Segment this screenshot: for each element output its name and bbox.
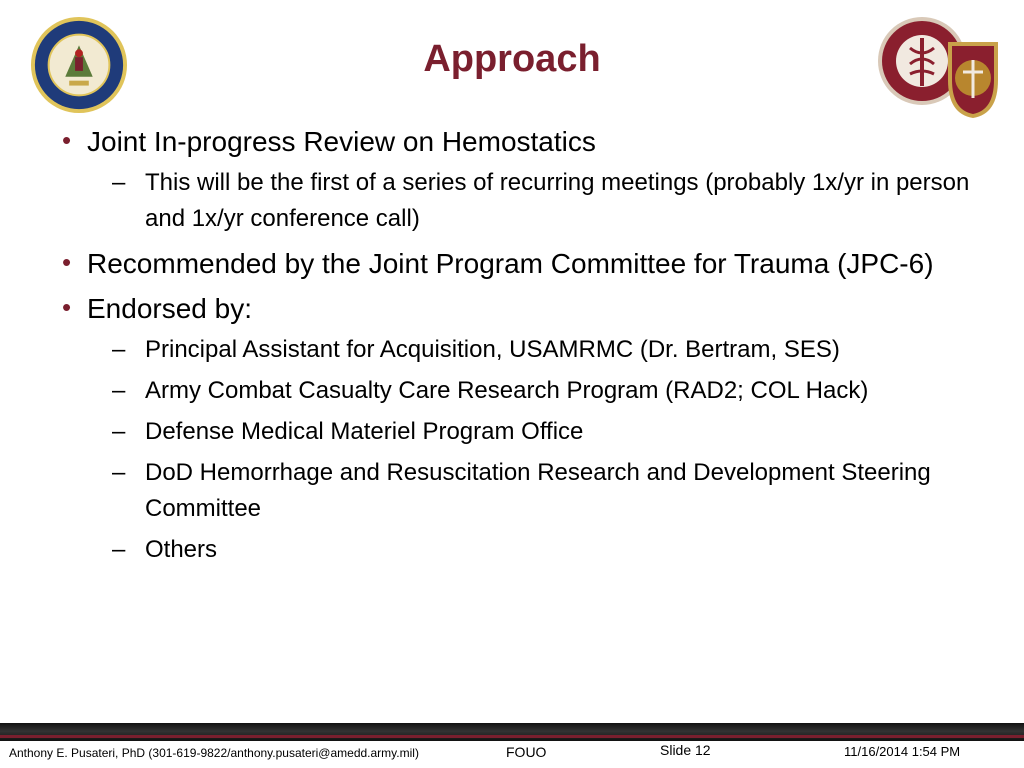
dash-marker: – (112, 336, 126, 363)
sub-bullet-item (62, 455, 992, 527)
sub-bullet-item (62, 332, 992, 368)
footer-classification: FOUO (506, 744, 547, 760)
dash-marker: – (112, 536, 126, 563)
bullet-marker: • (62, 125, 72, 155)
bullet-list (62, 115, 992, 568)
bullet-text: Endorsed by: (87, 293, 252, 324)
sub-bullet-item (62, 165, 992, 237)
bullet-text: Defense Medical Materiel Program Office (145, 418, 584, 445)
sub-bullet-item (62, 414, 992, 450)
dash-marker: – (112, 459, 126, 486)
bullet-text: Recommended by the Joint Program Committee for Trauma (JPC-6) (87, 248, 934, 279)
sub-bullet-item (62, 532, 992, 568)
bullet-text: Army Combat Casualty Care Research Program (RAD2; COL Hack) (145, 377, 869, 404)
bullet-text: This will be the first of a series of recurring meetings (probably 1x/yr in person and 1x/yr conference call) (145, 169, 970, 232)
footer-slide-number: Slide 12 (660, 742, 711, 758)
dash-marker: – (112, 377, 126, 404)
footer-author: Anthony E. Pusateri, PhD (301-619-9822/anthony.pusateri@amedd.army.mil) (9, 746, 419, 760)
bullet-marker: • (62, 292, 72, 322)
bullet-text: DoD Hemorrhage and Resuscitation Research and Development Steering Committee (145, 459, 931, 522)
medical-command-crest-icon (876, 14, 1002, 120)
footer-bar (0, 723, 1024, 741)
slide-title: Approach (423, 38, 601, 80)
footer-accent-line (0, 735, 1024, 738)
bullet-marker: • (62, 247, 72, 277)
bullet-text: Others (145, 536, 218, 563)
bullet-item (62, 290, 992, 327)
footer-datetime: 11/16/2014 1:54 PM (844, 744, 961, 759)
bullet-text: Joint In-progress Review on Hemostatics (87, 126, 596, 157)
bullet-item (62, 123, 992, 160)
sub-bullet-item (62, 373, 992, 409)
bullet-item (62, 245, 992, 282)
dash-marker: – (112, 169, 126, 196)
dash-marker: – (112, 418, 126, 445)
bullet-text: Principal Assistant for Acquisition, USAMRMC (Dr. Bertram, SES) (145, 336, 840, 363)
